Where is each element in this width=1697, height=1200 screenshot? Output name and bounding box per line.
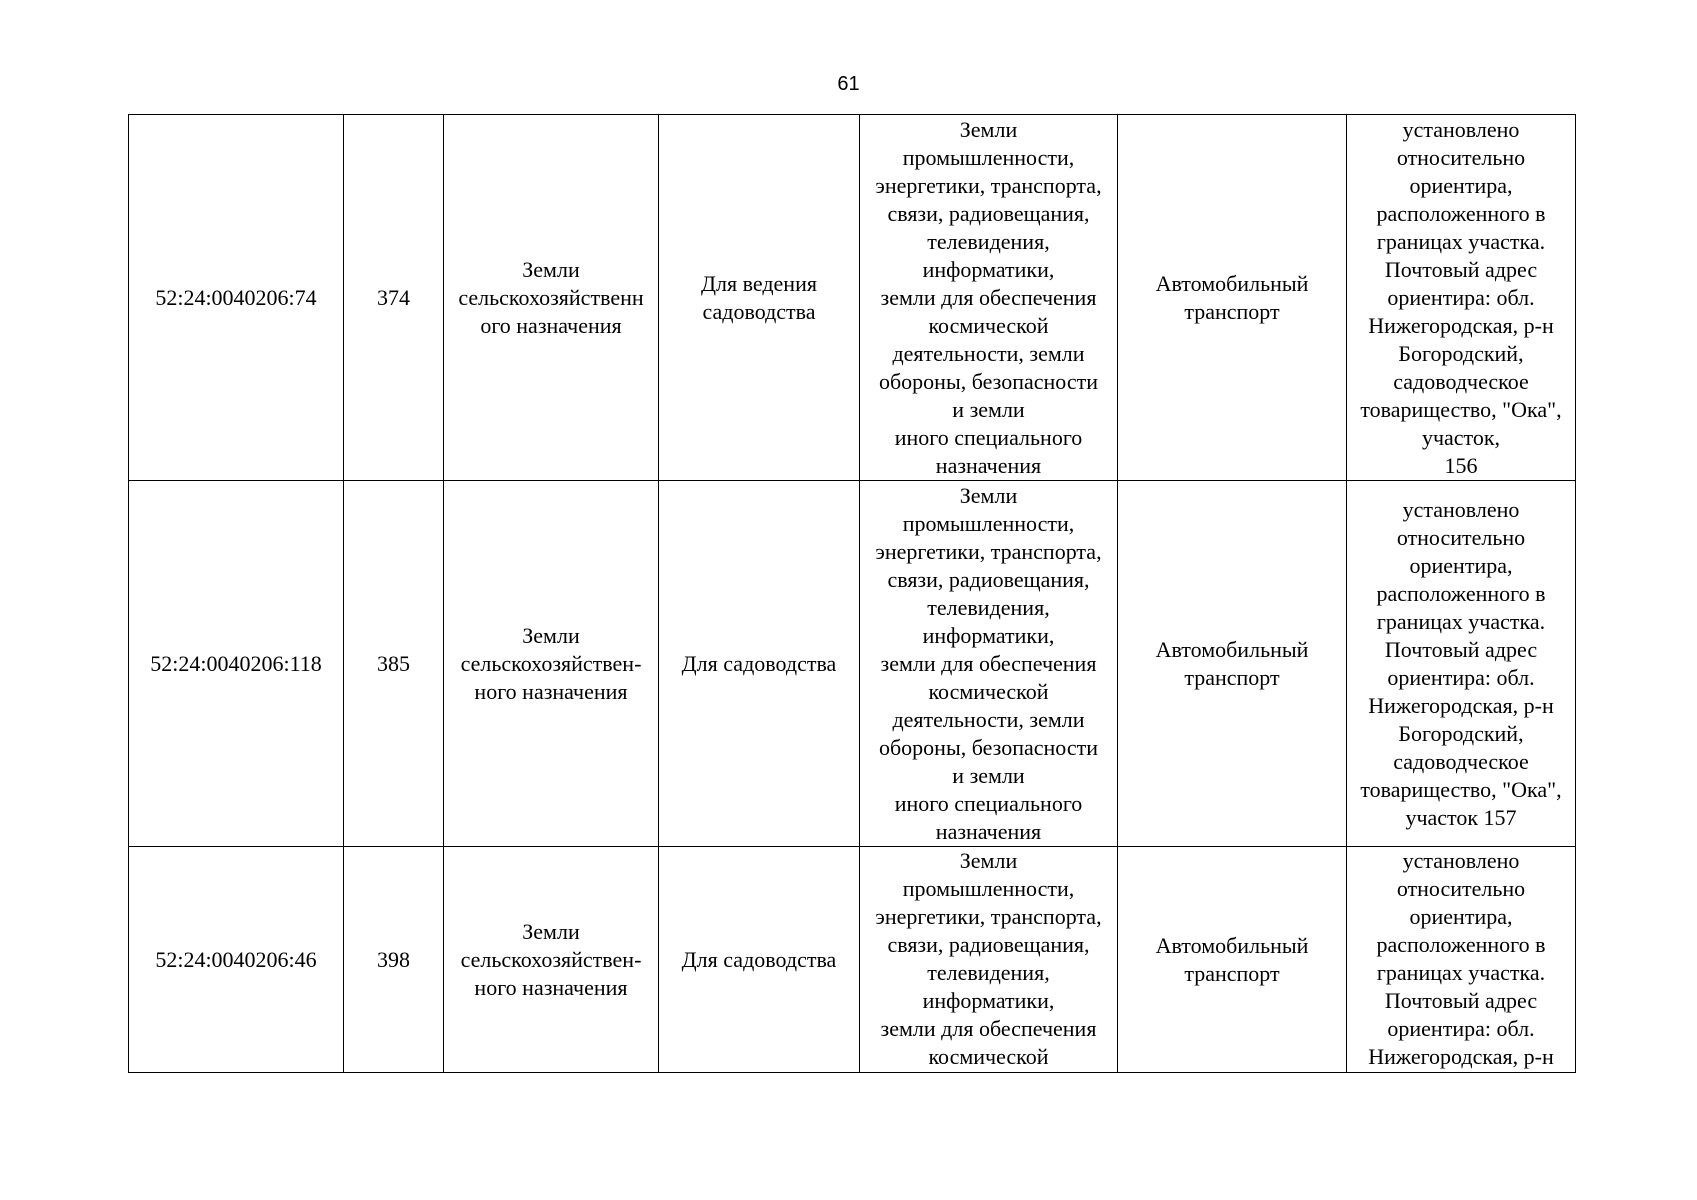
transport-cell: Автомобильный транспорт: [1118, 115, 1347, 481]
adjacent-lands-cell: Земли промышленности, энергетики, транспорта, связи, радиовещания, телевидения, информатики, земли для обеспечения космической деятельности, земли обороны, безопасности и земли иного специального назначения: [860, 115, 1118, 481]
land-category-cell: Земли сельскохозяйствен- ного назначения: [444, 847, 659, 1073]
adjacent-lands-cell: Земли промышленности, энергетики, транспорта, связи, радиовещания, телевидения, информатики, земли для обеспечения космической: [860, 847, 1118, 1073]
table-row: [129, 115, 1576, 481]
permitted-use-cell: Для садоводства: [659, 847, 860, 1073]
land-category-cell: Земли сельскохозяйствен- ного назначения: [444, 481, 659, 847]
transport-cell: Автомобильный транспорт: [1118, 847, 1347, 1073]
location-cell: установлено относительно ориентира, расположенного в границах участка. Почтовый адрес ориентира: обл. Нижегородская, р-н: [1347, 847, 1576, 1073]
permitted-use-cell: Для ведения садоводства: [659, 115, 860, 481]
area-cell: 398: [344, 847, 444, 1073]
area-cell: 385: [344, 481, 444, 847]
table-row: [129, 847, 1576, 1073]
permitted-use-cell: Для садоводства: [659, 481, 860, 847]
page-number: 61: [837, 73, 860, 95]
table-row: [129, 481, 1576, 847]
land-category-cell: Земли сельскохозяйственн ого назначения: [444, 115, 659, 481]
cadastral-number-cell: 52:24:0040206:46: [129, 847, 344, 1073]
transport-cell: Автомобильный транспорт: [1118, 481, 1347, 847]
cadastral-number-cell: 52:24:0040206:118: [129, 481, 344, 847]
area-cell: 374: [344, 115, 444, 481]
location-cell: установлено относительно ориентира, расположенного в границах участка. Почтовый адрес ориентира: обл. Нижегородская, р-н Богородский, садоводческое товарищество, "Ока", участок 157: [1347, 481, 1576, 847]
adjacent-lands-cell: Земли промышленности, энергетики, транспорта, связи, радиовещания, телевидения, информатики, земли для обеспечения космической деятельности, земли обороны, безопасности и земли иного специального назначения: [860, 481, 1118, 847]
cadastral-number-cell: 52:24:0040206:74: [129, 115, 344, 481]
land-plots-table: [128, 114, 1576, 1073]
location-cell: установлено относительно ориентира, расположенного в границах участка. Почтовый адрес ориентира: обл. Нижегородская, р-н Богородский, садоводческое товарищество, "Ока", участок, 156: [1347, 115, 1576, 481]
